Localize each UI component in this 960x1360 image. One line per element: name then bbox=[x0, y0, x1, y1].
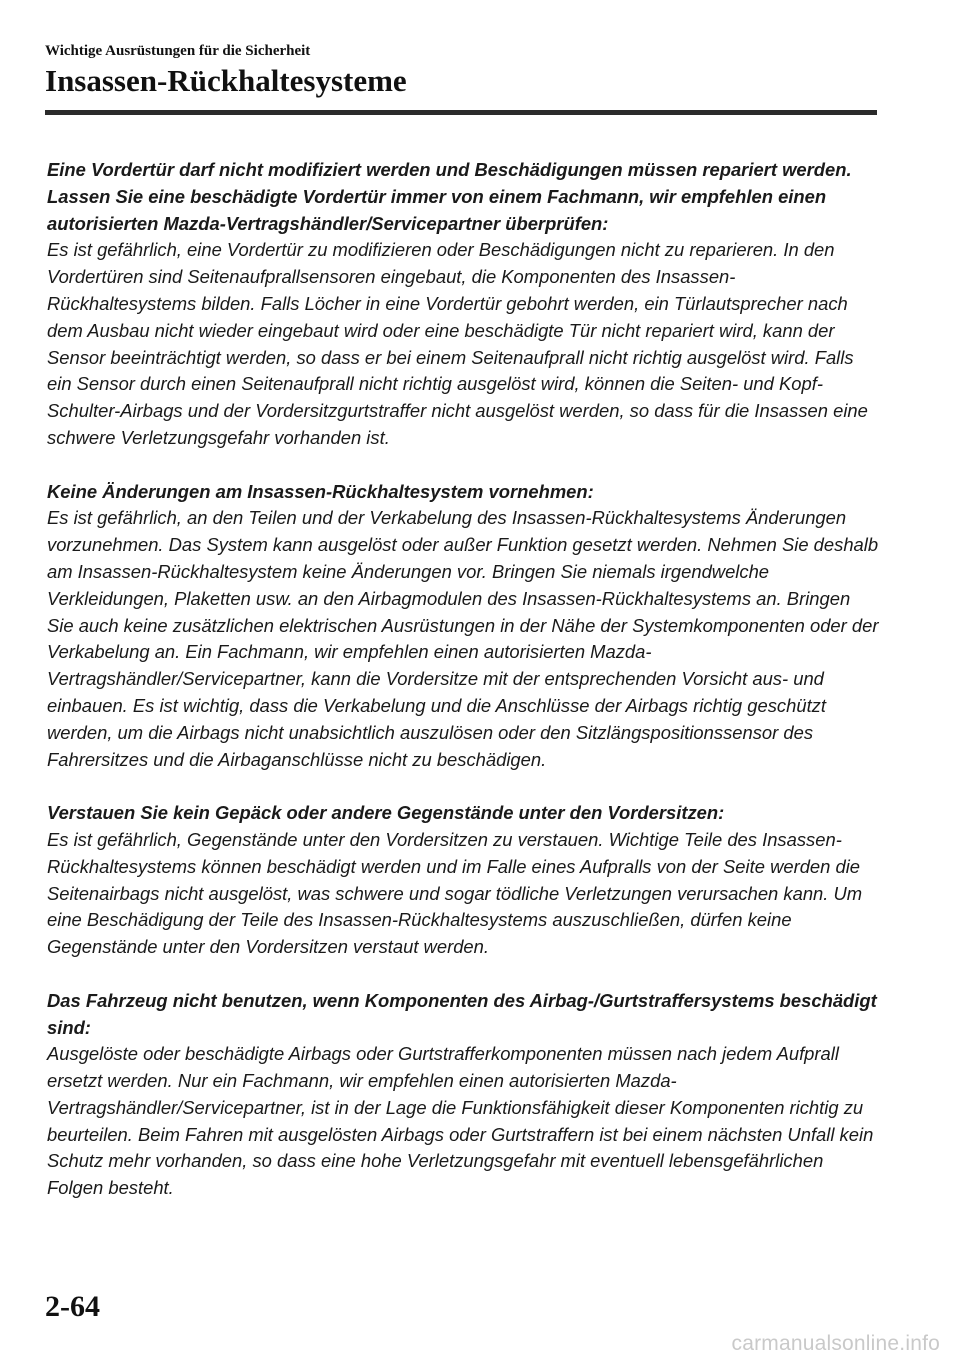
warning-body: Es ist gefährlich, an den Teilen und der Verkabelung des Insassen-Rückhaltesystems Änderungen vorzunehmen. Das System kann ausgelöst oder außer Funktion gesetzt werden. Nehmen Sie deshalb am Insassen-Rückhaltesystem keine Änderungen vor. Bringen Sie niemals irgendwelche Verkleidungen, Plaketten usw. an den Airbagmodulen des Insassen-Rückhaltesystems an. Bringen Sie auch keine zusätzlichen elektrischen Ausrüstungen in der Nähe der Systemkomponenten oder der Verkabelung an. Ein Fachmann, wir empfehlen einen autorisierten Mazda-Vertragshändler/Servicepartner, kann die Vordersitze mit der entsprechenden Vorsicht aus- und einbauen. Es ist wichtig, dass die Verkabelung und die Anschlüsse der Airbags richtig geschützt werden, um die Airbags nicht unabsichtlich auszulösen oder den Sitzlängspositionssensor des Fahrersitzes und die Airbaganschlüsse nicht zu beschädigen. bbox=[47, 507, 879, 770]
warning-heading: Das Fahrzeug nicht benutzen, wenn Komponenten des Airbag-/Gurtstraffersystems beschädigt sind: bbox=[47, 989, 877, 1038]
section-subtitle: Wichtige Ausrüstungen für die Sicherheit bbox=[45, 43, 311, 59]
page-number: 2-64 bbox=[45, 1290, 100, 1323]
page-title: Insassen-Rückhaltesysteme bbox=[45, 63, 407, 98]
warning-heading: Keine Änderungen am Insassen-Rückhaltesystem vornehmen: bbox=[47, 480, 594, 502]
warning-block-front-door bbox=[47, 157, 879, 452]
warning-body: Ausgelöste oder beschädigte Airbags oder Gurtstrafferkomponenten müssen nach jedem Aufprall ersetzt werden. Nur ein Fachmann, wir empfehlen einen autorisierten Mazda-Vertragshändler/Servicepartner, ist in der Lage die Funktionsfähigkeit dieser Komponenten richtig zu beurteilen. Beim Fahren mit ausgelösten Airbags oder Gurtstraffern ist bei einem nächsten Unfall kein Schutz mehr vorhanden, so dass eine hohe Verletzungsgefahr mit eventuell lebensgefährlichen Folgen besteht. bbox=[47, 1043, 874, 1199]
warning-block-no-luggage bbox=[47, 800, 879, 961]
watermark: carmanualsonline.info bbox=[731, 1332, 940, 1355]
warning-content bbox=[47, 157, 879, 1229]
header-divider bbox=[45, 110, 877, 115]
warning-body: Es ist gefährlich, Gegenstände unter den Vordersitzen zu verstauen. Wichtige Teile des Insassen-Rückhaltesystems können beschädigt werden und im Falle eines Aufpralls von der Seite werden die Seitenairbags nicht ausgelöst, was schwere und sogar tödliche Verletzungen verursachen kann. Um eine Beschädigung der Teile des Insassen-Rückhaltesystems auszuschließen, dürfen keine Gegenstände unter den Vordersitzen verstaut werden. bbox=[47, 828, 863, 958]
warning-body: Es ist gefährlich, eine Vordertür zu modifizieren oder Beschädigungen nicht zu reparieren. In den Vordertüren sind Seitenaufprallsensoren eingebaut, die Komponenten des Insassen-Rückhaltesystems bilden. Falls Löcher in eine Vordertür gebohrt werden, ein Türlautsprecher nach dem Ausbau nicht wieder eingebaut wird oder eine beschädigte Tür nicht repariert wird, kann der Sensor beeinträchtigt werden, so dass er bei einem Seitenaufprall nicht richtig ausgelöst wird. Falls ein Sensor durch einen Seitenaufprall nicht richtig ausgelöst wird, können die Seiten- und Kopf-Schulter-Airbags und der Vordersitzgurtstraffer nicht ausgelöst werden, so dass für die Insassen eine schwere Verletzungsgefahr vorhanden ist. bbox=[47, 239, 868, 448]
warning-heading: Verstauen Sie kein Gepäck oder andere Gegenstände unter den Vordersitzen: bbox=[47, 802, 725, 824]
warning-block-damaged-components bbox=[47, 988, 879, 1202]
page-header bbox=[45, 42, 877, 115]
warning-heading: Eine Vordertür darf nicht modifiziert werden und Beschädigungen müssen repariert werden. Lassen Sie eine beschädigte Vordertür immer von einem Fachmann, wir empfehlen einen autorisierten Mazda-Vertragshändler/Servicepartner überprüfen: bbox=[47, 159, 852, 234]
warning-block-no-modifications bbox=[47, 479, 879, 774]
